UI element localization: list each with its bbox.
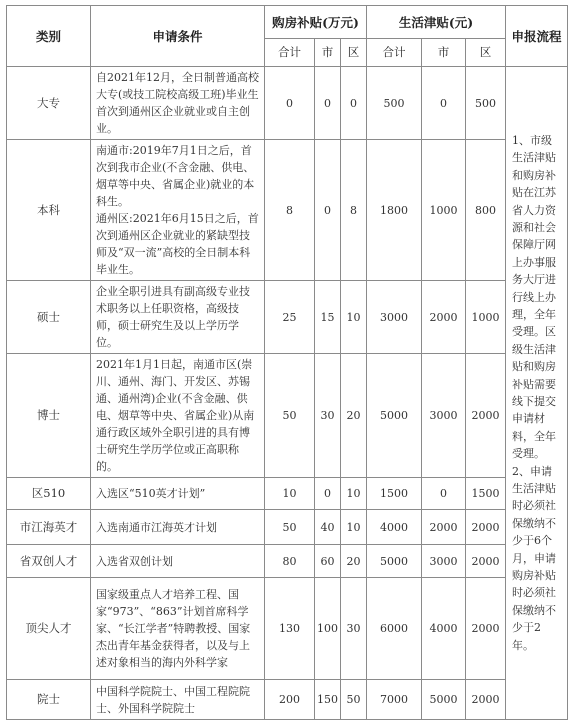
- living-city-cell: 3000: [422, 545, 466, 578]
- conditions-cell: 自2021年12月，全日制普通高校大专(或技工院校高级工班)毕业生首次到通州区企业就业或自主创业。: [91, 67, 265, 140]
- category-cell: 硕士: [7, 281, 91, 354]
- category-cell: 顶尖人才: [7, 578, 91, 680]
- housing-district-cell: 10: [341, 478, 367, 510]
- living-district-cell: 1000: [466, 281, 506, 354]
- header-housing-district: 区: [341, 39, 367, 67]
- living-total-cell: 1500: [367, 478, 422, 510]
- housing-city-cell: 60: [315, 545, 341, 578]
- housing-total-cell: 50: [265, 354, 315, 478]
- housing-city-cell: 15: [315, 281, 341, 354]
- housing-city-cell: 0: [315, 478, 341, 510]
- conditions-cell: 入选区“510英才计划”: [91, 478, 265, 510]
- living-total-cell: 7000: [367, 680, 422, 720]
- living-total-cell: 1800: [367, 140, 422, 281]
- living-district-cell: 1500: [466, 478, 506, 510]
- conditions-cell: 国家级重点人才培养工程、国家“973”、“863”计划首席科学家、“长江学者”特聘教授、国家杰出青年基金获得者，以及与上述对象相当的海内外科学家: [91, 578, 265, 680]
- living-total-cell: 500: [367, 67, 422, 140]
- living-district-cell: 2000: [466, 354, 506, 478]
- category-cell: 省双创人才: [7, 545, 91, 578]
- housing-total-cell: 25: [265, 281, 315, 354]
- table-row: [7, 578, 568, 680]
- living-total-cell: 5000: [367, 354, 422, 478]
- housing-city-cell: 0: [315, 67, 341, 140]
- housing-city-cell: 30: [315, 354, 341, 478]
- conditions-cell: 企业全职引进具有副高级专业技术职务以上任职资格，高级技师，硕士研究生及以上学历学位。: [91, 281, 265, 354]
- header-living-allowance: 生活津贴(元): [367, 6, 506, 39]
- housing-city-cell: 40: [315, 510, 341, 545]
- conditions-cell: 入选省双创计划: [91, 545, 265, 578]
- header-conditions: 申请条件: [91, 6, 265, 67]
- table-row: [7, 140, 568, 281]
- living-district-cell: 2000: [466, 545, 506, 578]
- living-district-cell: 2000: [466, 680, 506, 720]
- subsidy-table: [6, 5, 568, 720]
- housing-total-cell: 0: [265, 67, 315, 140]
- housing-total-cell: 200: [265, 680, 315, 720]
- living-district-cell: 2000: [466, 510, 506, 545]
- category-cell: 区510: [7, 478, 91, 510]
- housing-city-cell: 100: [315, 578, 341, 680]
- living-city-cell: 2000: [422, 281, 466, 354]
- living-city-cell: 1000: [422, 140, 466, 281]
- table-row: [7, 354, 568, 478]
- table-row: [7, 510, 568, 545]
- living-total-cell: 6000: [367, 578, 422, 680]
- conditions-cell: 中国科学院院士、中国工程院院士、外国科学院院士: [91, 680, 265, 720]
- header-living-district: 区: [466, 39, 506, 67]
- living-city-cell: 0: [422, 67, 466, 140]
- housing-district-cell: 20: [341, 354, 367, 478]
- housing-district-cell: 50: [341, 680, 367, 720]
- living-district-cell: 500: [466, 67, 506, 140]
- housing-total-cell: 130: [265, 578, 315, 680]
- table-row: [7, 478, 568, 510]
- category-cell: 本科: [7, 140, 91, 281]
- header-housing-total: 合计: [265, 39, 315, 67]
- housing-city-cell: 150: [315, 680, 341, 720]
- header-housing-subsidy: 购房补贴(万元): [265, 6, 367, 39]
- category-cell: 院士: [7, 680, 91, 720]
- housing-district-cell: 10: [341, 281, 367, 354]
- process-text: 1、市级生活津贴和购房补贴在江苏省人力资源和社会保障厅网上办事服务大厅进行线上办理，全年受理。区级生活津贴和购房补贴需要线下提交申请材料，全年受理。 2、申请生活津贴时必须社保缴纳不少于6个月，申请购房补贴时必须社保缴纳不少于2年。: [512, 133, 557, 652]
- conditions-cell: 入选南通市江海英才计划: [91, 510, 265, 545]
- category-cell: 市江海英才: [7, 510, 91, 545]
- housing-district-cell: 0: [341, 67, 367, 140]
- table-row: [7, 545, 568, 578]
- living-city-cell: 2000: [422, 510, 466, 545]
- living-total-cell: 3000: [367, 281, 422, 354]
- living-city-cell: 3000: [422, 354, 466, 478]
- housing-total-cell: 80: [265, 545, 315, 578]
- header-living-city: 市: [422, 39, 466, 67]
- header-living-total: 合计: [367, 39, 422, 67]
- housing-district-cell: 20: [341, 545, 367, 578]
- housing-city-cell: 0: [315, 140, 341, 281]
- living-city-cell: 5000: [422, 680, 466, 720]
- header-housing-city: 市: [315, 39, 341, 67]
- living-total-cell: 5000: [367, 545, 422, 578]
- header-process: 申报流程: [506, 6, 568, 67]
- living-city-cell: 0: [422, 478, 466, 510]
- living-total-cell: 4000: [367, 510, 422, 545]
- housing-district-cell: 8: [341, 140, 367, 281]
- process-cell: [506, 67, 568, 720]
- category-cell: 博士: [7, 354, 91, 478]
- living-city-cell: 4000: [422, 578, 466, 680]
- housing-total-cell: 10: [265, 478, 315, 510]
- header-category: 类别: [7, 6, 91, 67]
- housing-total-cell: 50: [265, 510, 315, 545]
- table-row: [7, 67, 568, 140]
- table-row: [7, 281, 568, 354]
- housing-district-cell: 10: [341, 510, 367, 545]
- housing-district-cell: 30: [341, 578, 367, 680]
- conditions-cell: 2021年1月1日起，南通市区(崇川、通州、海门、开发区、苏锡通、通州湾)企业(不含金融、供电、烟草等中央、省属企业)从南通行政区域外全职引进的具有博士研究生学历学位或正高职称的。: [91, 354, 265, 478]
- housing-total-cell: 8: [265, 140, 315, 281]
- living-district-cell: 2000: [466, 578, 506, 680]
- table-row: [7, 680, 568, 720]
- category-cell: 大专: [7, 67, 91, 140]
- living-district-cell: 800: [466, 140, 506, 281]
- conditions-cell: 南通市:2019年7月1日之后，首次到我市企业(不含金融、供电、烟草等中央、省属企业)就业的本科生。 通州区:2021年6月15日之后，首次到通州区企业就业的紧缺型技师及“双一流”高校的全日制本科毕业生。: [91, 140, 265, 281]
